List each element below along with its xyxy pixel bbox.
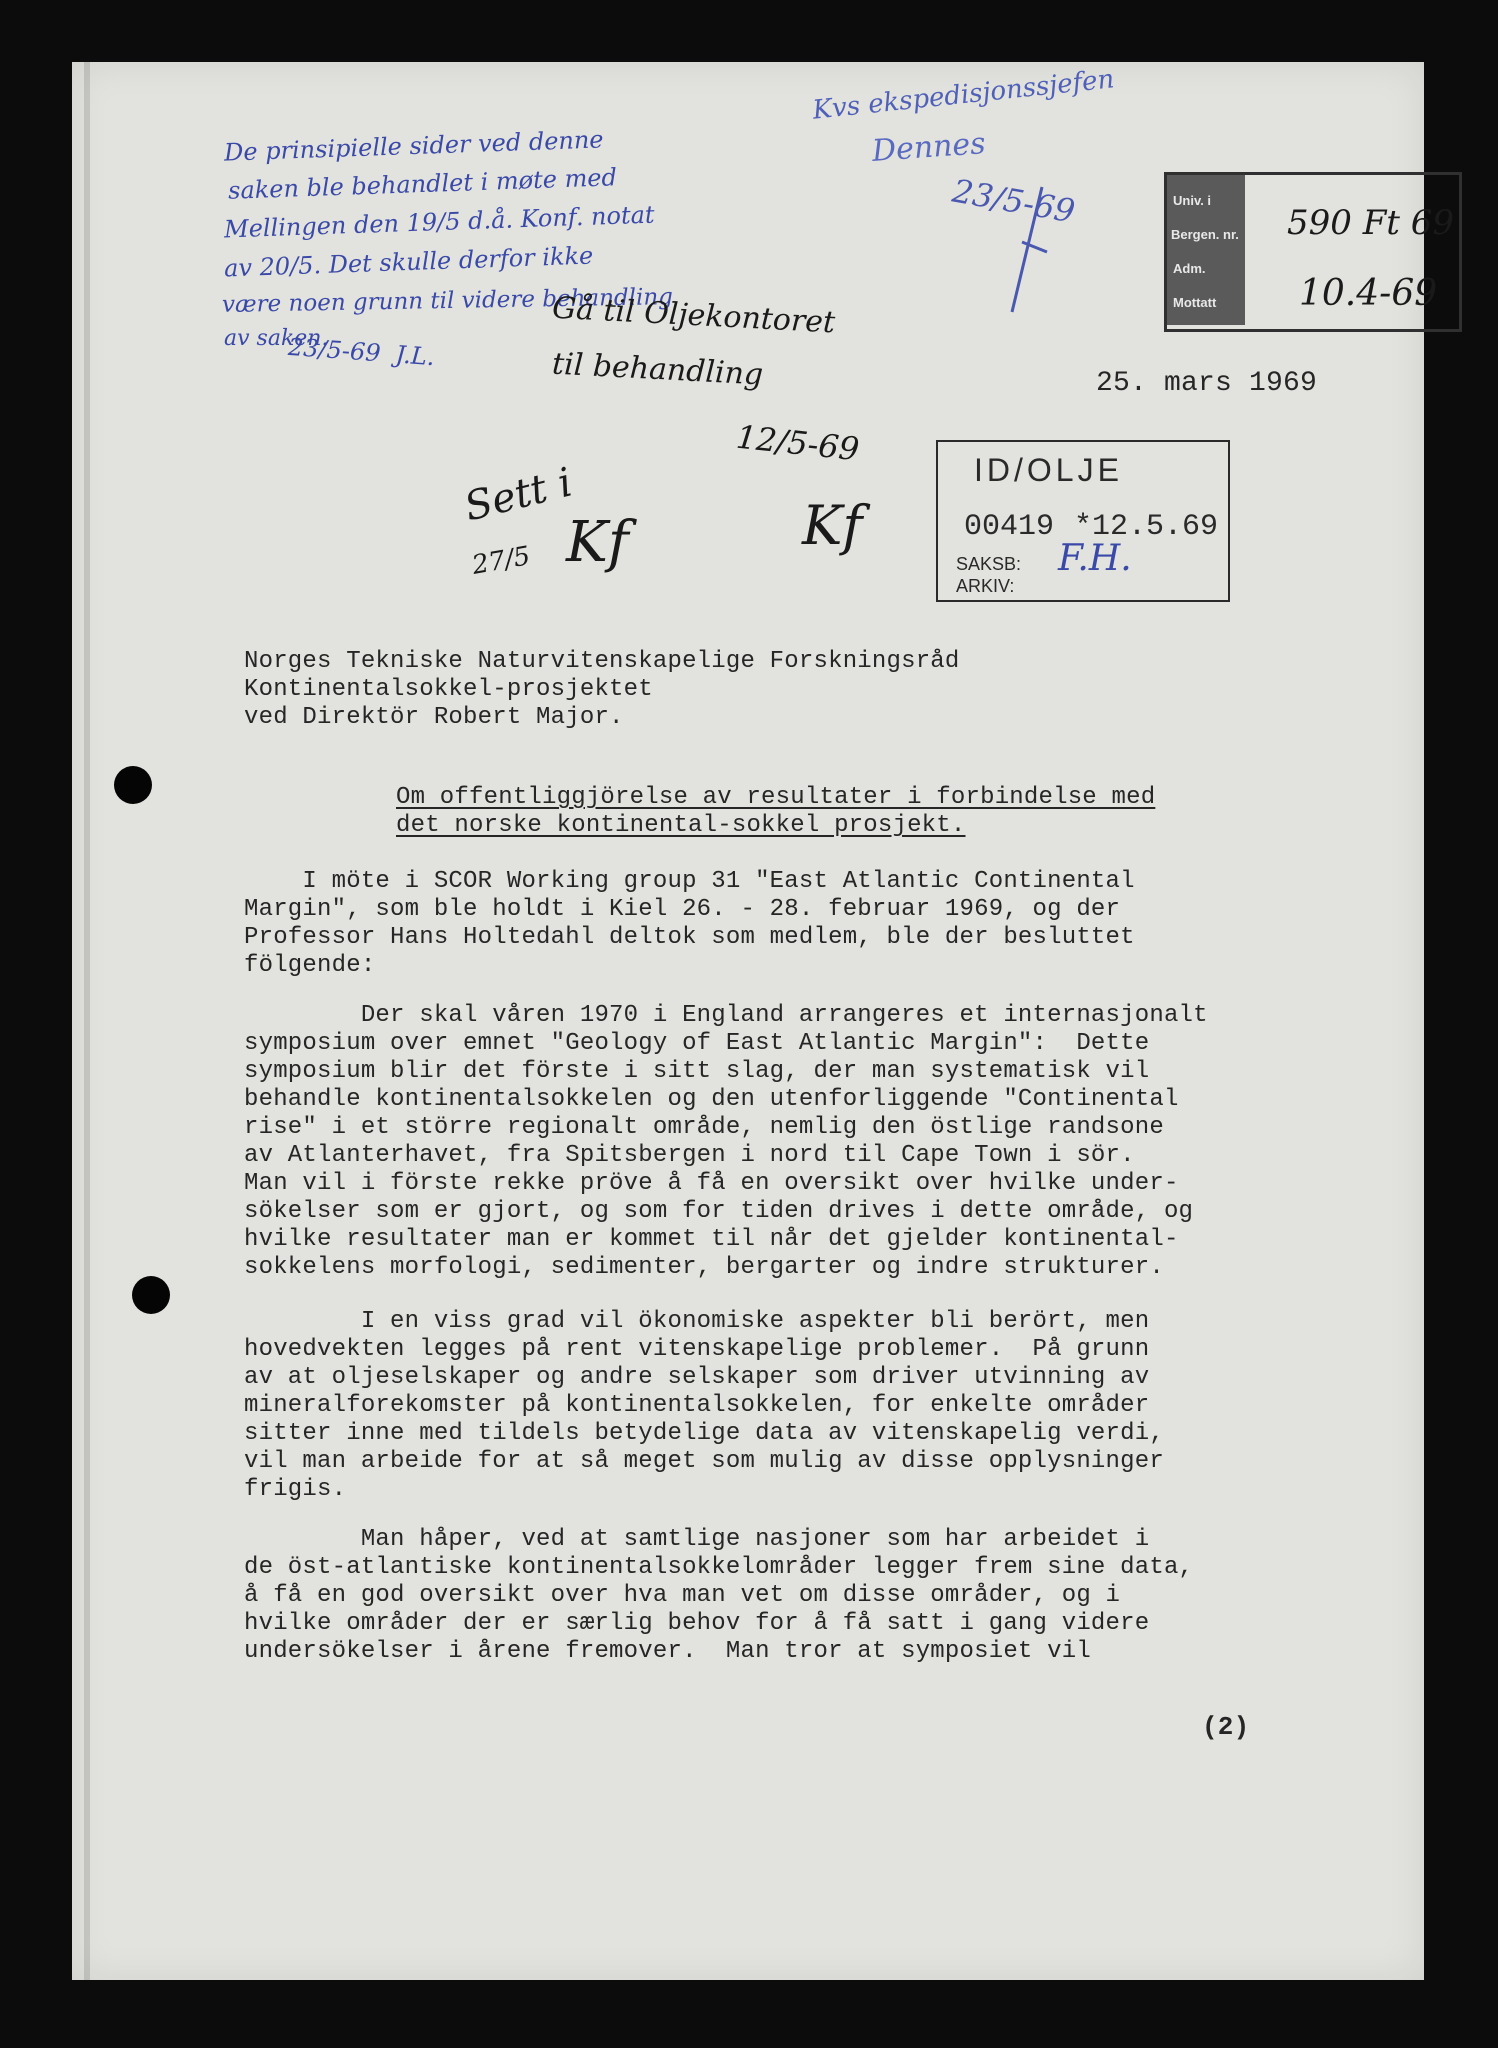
letter-date: 25. mars 1969 xyxy=(1096,368,1318,399)
stamp-received-date: 10.4-69 xyxy=(1299,273,1438,314)
body-line: sokkelens morfologi, sedimenter, bergarter og indre strukturer. xyxy=(244,1254,1164,1281)
body-line: sökelser som er gjort, og som for tiden drives i dette område, og xyxy=(244,1198,1194,1225)
body-line: å få en god oversikt over hva man vet om disse områder, og i xyxy=(244,1582,1121,1609)
body-line: undersökelser i årene fremover. Man tror at symposiet vil xyxy=(244,1638,1091,1665)
body-line: behandle kontinentalsokkelen og den utenforliggende "Continental xyxy=(244,1086,1179,1113)
blue-note-line: av saken. xyxy=(224,326,329,351)
blue-note-top-right: Kvs ekspedisjonssjefen xyxy=(811,64,1116,126)
blue-date-mark: 23/5-69 xyxy=(949,171,1078,231)
body-line: Man vil i förste rekke pröve å få en oversikt over hvilke under- xyxy=(244,1170,1179,1197)
address-line: Kontinentalsokkel-prosjektet xyxy=(244,676,653,703)
black-note-line-1: Gå til Oljekontoret xyxy=(551,290,836,341)
document-page xyxy=(72,62,1455,1980)
page-edge-shadow xyxy=(84,62,90,1980)
punch-hole-top xyxy=(114,766,152,804)
blue-note-top-right-2: Dennes xyxy=(870,126,987,169)
id-stamp-saksb-value: F.H. xyxy=(1058,538,1132,579)
id-stamp-date: *12.5.69 xyxy=(1074,510,1219,544)
body-line: Professor Hans Holtedahl deltok som medlem, ble der besluttet xyxy=(244,924,1135,951)
body-line: rise" i et större regionalt område, nemlig den östlige randsone xyxy=(244,1114,1164,1141)
body-line: hvilke områder der er særlig behov for å få satt i gang videre xyxy=(244,1610,1150,1637)
body-line: av at oljeselskaper og andre selskaper som driver utvinning av xyxy=(244,1364,1150,1391)
id-stamp-arkiv-label: ARKIV: xyxy=(956,576,1015,596)
body-line: Margin", som ble holdt i Kiel 26. - 28. februar 1969, og der xyxy=(244,896,1121,923)
black-initials-3: Kf xyxy=(566,510,629,575)
id-stamp-number: 00419 xyxy=(964,510,1055,544)
blue-note-line: Mellingen den 19/5 d.å. Konf. notat xyxy=(223,200,655,244)
punch-hole-bottom xyxy=(132,1276,170,1314)
blue-pen-stroke xyxy=(1002,182,1062,322)
id-olje-stamp xyxy=(936,440,1230,602)
blue-note-line: av 20/5. Det skulle derfor ikke xyxy=(223,241,594,283)
id-stamp-saksb-label: SAKSB: xyxy=(956,554,1022,574)
id-stamp-title: ID/OLJE xyxy=(974,452,1123,488)
black-initials-2: 27/5 xyxy=(469,541,533,581)
black-note-line-2: til behandling xyxy=(551,346,764,393)
address-line: Norges Tekniske Naturvitenskapelige Forskningsråd xyxy=(244,648,960,675)
black-initials-4: Kf xyxy=(802,494,863,557)
subject-line: Om offentliggjörelse av resultater i forbindelse med xyxy=(396,784,1156,811)
address-line: ved Direktör Robert Major. xyxy=(244,704,624,731)
received-stamp xyxy=(1164,172,1462,332)
subject-line: det norske kontinental-sokkel prosjekt. xyxy=(396,812,966,839)
stamp-label: Univ. i xyxy=(1173,193,1212,208)
body-line: Man håper, ved at samtlige nasjoner som har arbeidet i xyxy=(244,1526,1150,1553)
blue-note-line: saken ble behandlet i møte med xyxy=(227,163,618,205)
body-line: symposium blir det förste i sitt slag, der man systematisk vil xyxy=(244,1058,1150,1085)
body-line: sitter inne med tildels betydelige data av vitenskapelig verdi, xyxy=(244,1420,1164,1447)
stamp-number: 590 Ft 69 xyxy=(1287,203,1455,243)
body-line: I en viss grad vil ökonomiske aspekter bli berört, men xyxy=(244,1308,1150,1335)
black-initials-1: Sett i xyxy=(460,459,577,531)
body-line: hovedvekten legges på rent vitenskapelige problemer. På grunn xyxy=(244,1336,1150,1363)
blue-note-signature: 23/5-69 J.L. xyxy=(287,332,436,372)
stamp-label: Bergen. nr. xyxy=(1171,227,1239,242)
body-line: av Atlanterhavet, fra Spitsbergen i nord til Cape Town i sör. xyxy=(244,1142,1135,1169)
blue-note-line: De prinsipielle sider ved denne xyxy=(223,125,604,167)
body-line: symposium over emnet "Geology of East Atlantic Margin": Dette xyxy=(244,1030,1150,1057)
body-line: mineralforekomster på kontinentalsokkelen, for enkelte områder xyxy=(244,1392,1150,1419)
stamp-label: Mottatt xyxy=(1173,295,1217,310)
body-line: Der skal våren 1970 i England arrangeres et internasjonalt xyxy=(244,1002,1208,1029)
body-line: hvilke resultater man er kommet til når det gjelder kontinental- xyxy=(244,1226,1179,1253)
body-line: frigis. xyxy=(244,1476,347,1503)
stamp-label: Adm. xyxy=(1173,261,1206,276)
body-line: de öst-atlantiske kontinentalsokkelområder legger frem sine data, xyxy=(244,1554,1194,1581)
body-line: fölgende: xyxy=(244,952,376,979)
page-number: (2) xyxy=(1202,1712,1250,1742)
blue-note-line: være noen grunn til videre behandling xyxy=(221,284,674,318)
body-line: I möte i SCOR Working group 31 "East Atlantic Continental xyxy=(244,868,1135,895)
black-date: 12/5-69 xyxy=(734,417,862,469)
body-line: vil man arbeide for at så meget som mulig av disse opplysninger xyxy=(244,1448,1164,1475)
